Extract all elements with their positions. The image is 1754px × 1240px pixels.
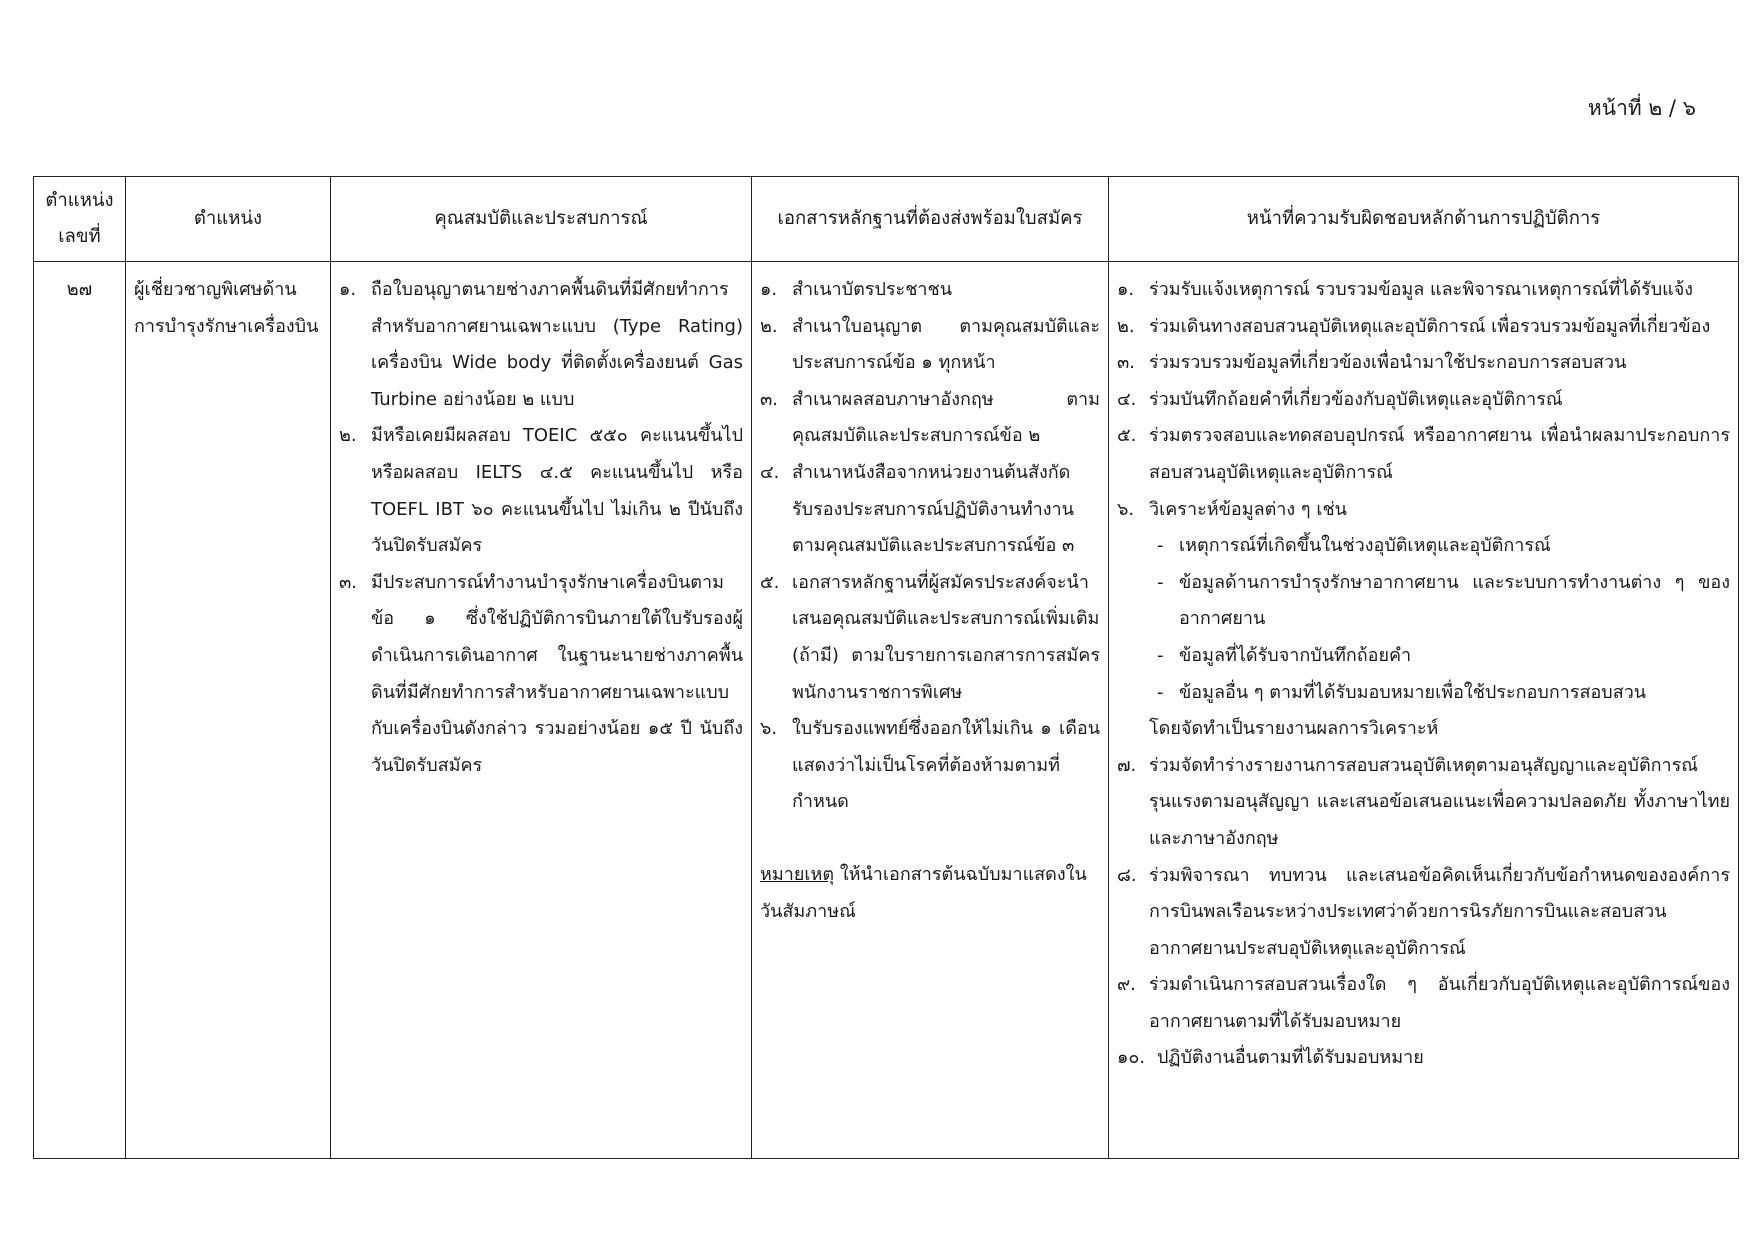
list-item	[339, 272, 743, 418]
header-number-line-1: ตำแหน่ง	[45, 190, 114, 211]
position-title: ผู้เชี่ยวชาญพิเศษด้านการบำรุงรักษาเครื่องบิน	[134, 279, 319, 337]
item-number: ๗.	[1117, 754, 1137, 776]
item-number: ๒.	[760, 315, 778, 337]
item-text: ร่วมดำเนินการสอบสวนเรื่องใด ๆ อันเกี่ยวกับอุบัติเหตุและอุบัติการณ์ของอากาศยานตามที่ได้รับมอบหมาย	[1149, 974, 1730, 1032]
item-text: วิเคราะห์ข้อมูลต่าง ๆ เช่น	[1149, 498, 1347, 520]
item-text: สำเนาหนังสือจากหน่วยงานต้นสังกัดรับรองประสบการณ์ปฏิบัติงานทำงานตามคุณสมบัติและประสบการณ์ข้อ ๓	[792, 461, 1075, 557]
item-text: ร่วมจัดทำร่างรายงานการสอบสวนอุบัติเหตุตามอนุสัญญาและอุบัติการณ์รุนแรงตามอนุสัญญา และเสนอข้อเสนอแนะเพื่อความปลอดภัย ทั้งภาษาไทยและภาษาอังกฤษ	[1149, 754, 1730, 849]
sub-item	[1117, 565, 1730, 638]
position-number	[34, 262, 126, 1159]
header-qualifications: คุณสมบัติและประสบการณ์	[331, 177, 752, 262]
item-text: ร่วมตรวจสอบและทดสอบอุปกรณ์ หรืออากาศยาน เพื่อนำผลมาประกอบการสอบสวนอุบัติเหตุและอุบัติการณ์	[1149, 425, 1730, 483]
item-text: ปฏิบัติงานอื่นตามที่ได้รับมอบหมาย	[1157, 1047, 1424, 1069]
item-number: ๑.	[760, 279, 778, 300]
position-table	[33, 176, 1739, 1159]
item-number: ๒.	[1117, 315, 1135, 337]
item-number: ๑๐.	[1117, 1047, 1146, 1069]
page-number: หน้าที่ ๒ / ๖	[1587, 96, 1696, 120]
dash-bullet: -	[1157, 571, 1164, 593]
item-number: ๒.	[339, 425, 357, 447]
item-number: ๔.	[1117, 388, 1137, 410]
sub-item-tail	[1117, 711, 1730, 748]
list-item	[1117, 748, 1730, 858]
list-item	[760, 309, 1100, 382]
note-label: หมายเหตุ	[760, 863, 835, 885]
dash-bullet: -	[1157, 535, 1164, 557]
item-text: มีหรือเคยมีผลสอบ TOEIC ๕๕๐ คะแนนขึ้นไป หรือผลสอบ IELTS ๔.๕ คะแนนขึ้นไป หรือ TOEFL IBT ๖๐ คะแนนขึ้นไป ไม่เกิน ๒ ปีนับถึงวันปิดรับสมัคร	[371, 425, 743, 557]
list-item	[1117, 967, 1730, 1040]
dash-bullet: -	[1157, 681, 1164, 703]
item-text: ใบรับรองแพทย์ซึ่งออกให้ไม่เกิน ๑ เดือน แสดงว่าไม่เป็นโรคที่ต้องห้ามตามที่กำหนด	[792, 718, 1100, 813]
item-text: ร่วมบันทึกถ้อยคำที่เกี่ยวข้องกับอุบัติเหตุและอุบัติการณ์	[1149, 388, 1563, 410]
note	[760, 857, 1100, 930]
header-documents: เอกสารหลักฐานที่ต้องส่งพร้อมใบสมัคร	[752, 177, 1109, 262]
sub-item-text: ข้อมูลด้านการบำรุงรักษาอากาศยาน และระบบการทำงานต่าง ๆ ของอากาศยาน	[1179, 571, 1730, 630]
item-number: ๓.	[760, 388, 779, 410]
sub-item-text: เหตุการณ์ที่เกิดขึ้นในช่วงอุบัติเหตุและอุบัติการณ์	[1179, 535, 1551, 557]
sub-item	[1117, 675, 1730, 712]
item-number: ๓.	[339, 571, 358, 593]
header-duties: หน้าที่ความรับผิดชอบหลักด้านการปฏิบัติการ	[1109, 177, 1739, 262]
list-item	[1117, 1040, 1730, 1077]
list-item	[760, 711, 1100, 821]
header-position: ตำแหน่ง	[126, 177, 331, 262]
item-text: ร่วมรับแจ้งเหตุการณ์ รวบรวมข้อมูล และพิจารณาเหตุการณ์ที่ได้รับแจ้ง	[1149, 279, 1694, 300]
sub-item-text: ข้อมูลที่ได้รับจากบันทึกถ้อยคำ	[1179, 644, 1412, 666]
list-item	[760, 455, 1100, 565]
list-item	[760, 272, 1100, 309]
list-item	[339, 565, 743, 785]
item-number: ๕.	[1117, 425, 1137, 447]
item-number: ๘.	[1117, 864, 1137, 886]
list-item	[339, 418, 743, 564]
dash-bullet: -	[1157, 644, 1164, 666]
sub-item-text: ข้อมูลอื่น ๆ ตามที่ได้รับมอบหมายเพื่อใช้ประกอบการสอบสวน	[1179, 681, 1647, 703]
list-item	[760, 382, 1100, 455]
item-text: ร่วมเดินทางสอบสวนอุบัติเหตุและอุบัติการณ์ เพื่อรวบรวมข้อมูลที่เกี่ยวข้อง	[1149, 315, 1711, 337]
item-text: ถือใบอนุญาตนายช่างภาคพื้นดินที่มีศักยทำการสำหรับอากาศยานเฉพาะแบบ (Type Rating) เครื่องบิน Wide body ที่ติดตั้งเครื่องยนต์ Gas Turbine อย่างน้อย ๒ แบบ	[371, 279, 743, 410]
sub-item-tail-text: โดยจัดทำเป็นรายงานผลการวิเคราะห์	[1149, 718, 1439, 740]
item-text: สำเนาบัตรประชาชน	[792, 279, 953, 300]
list-item	[1117, 345, 1730, 382]
position-number-value: ๒๗	[66, 279, 93, 300]
item-text: สำเนาใบอนุญาต ตามคุณสมบัติและประสบการณ์ข้อ ๑ ทุกหน้า	[792, 315, 1100, 374]
item-number: ๙.	[1117, 974, 1136, 996]
item-number: ๑.	[339, 279, 357, 300]
item-text: เอกสารหลักฐานที่ผู้สมัครประสงค์จะนำเสนอคุณสมบัติและประสบการณ์เพิ่มเติม (ถ้ามี) ตามใบรายการเอกสารการสมัครพนักงานราชการพิเศษ	[792, 571, 1100, 703]
item-number: ๓.	[1117, 352, 1136, 374]
duties-cell	[1109, 262, 1739, 1159]
item-number: ๑.	[1117, 279, 1135, 300]
list-item	[1117, 382, 1730, 419]
item-text: สำเนาผลสอบภาษาอังกฤษ ตามคุณสมบัติและประสบการณ์ข้อ ๒	[792, 388, 1100, 447]
header-number-line-2: เลขที่	[58, 226, 101, 247]
list-item	[1117, 418, 1730, 491]
item-text: มีประสบการณ์ทำงานบำรุงรักษาเครื่องบินตามข้อ ๑ ซึ่งใช้ปฏิบัติการบินภายใต้ใบรับรองผู้ดำเนินการเดินอากาศ ในฐานะนายช่างภาคพื้นดินที่มีศักยทำการสำหรับอากาศยานเฉพาะแบบกับเครื่องบินดังกล่าว รวมอย่างน้อย ๑๕ ปี นับถึงวันปิดรับสมัคร	[371, 571, 743, 776]
qualifications-cell	[331, 262, 752, 1159]
item-number: ๖.	[760, 718, 778, 740]
item-text: ร่วมรวบรวมข้อมูลที่เกี่ยวข้องเพื่อนำมาใช้ประกอบการสอบสวน	[1149, 352, 1627, 374]
list-item	[1117, 858, 1730, 968]
list-item	[760, 565, 1100, 711]
header-row	[34, 177, 1739, 262]
item-text: ร่วมพิจารณา ทบทวน และเสนอข้อคิดเห็นเกี่ยวกับข้อกำหนดขององค์การการบินพลเรือนระหว่างประเทศว่าด้วยการนิรภัยการบินและสอบสวนอากาศยานประสบอุบัติเหตุและอุบัติการณ์	[1149, 864, 1730, 959]
list-item	[1117, 309, 1730, 346]
item-number: ๖.	[1117, 498, 1135, 520]
table-row	[34, 262, 1739, 1159]
position-cell	[126, 262, 331, 1159]
list-item	[1117, 492, 1730, 529]
sub-item	[1117, 528, 1730, 565]
note-text: ให้นำเอกสารต้นฉบับมาแสดงในวันสัมภาษณ์	[760, 863, 1087, 922]
item-number: ๔.	[760, 461, 780, 483]
item-number: ๕.	[760, 571, 780, 593]
sub-item	[1117, 638, 1730, 675]
documents-cell	[752, 262, 1109, 1159]
list-item	[1117, 272, 1730, 309]
header-number	[34, 177, 126, 262]
